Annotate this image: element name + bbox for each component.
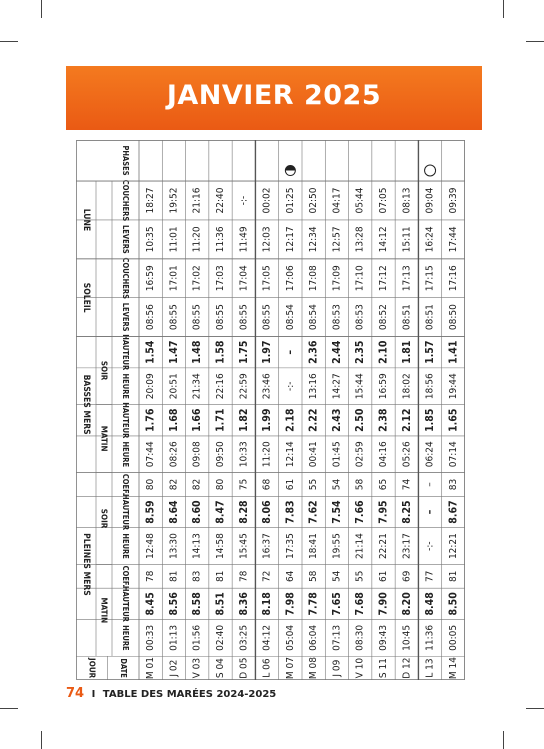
cell-pm_s_ht: 8.60: [191, 500, 204, 524]
crop-mark: [41, 731, 42, 749]
column-header: PHASES: [121, 145, 130, 176]
cell-pm_m_h: 11:36: [424, 624, 436, 651]
cell-pm_m_ht: 7.90: [377, 592, 390, 616]
cell-jour: L 06: [261, 658, 273, 678]
cell-bm_m_h: 12:14: [284, 441, 296, 468]
sub-header: SOIR: [99, 360, 109, 381]
cell-so_c: 17:09: [331, 265, 343, 292]
sub-header: MATIN: [99, 425, 109, 452]
cell-bm_m_h: 07:44: [145, 441, 157, 468]
column-header: COUCHERS: [121, 179, 130, 222]
cell-so_l: 08:55: [168, 304, 180, 331]
cell-bm_m_h: 08:26: [168, 441, 180, 468]
cell-pm_m_h: 00:05: [447, 624, 459, 651]
cell-lu_l: 17:44: [447, 226, 459, 253]
cell-so_c: 17:02: [191, 265, 203, 292]
basses-mers-header: BASSES MERS: [81, 374, 91, 435]
cell-so_l: 08:51: [401, 304, 413, 331]
cell-pm_s_c: 82: [168, 478, 180, 491]
cell-bm_s_h: 20:09: [145, 373, 157, 400]
cell-bm_m_ht: 2.22: [307, 408, 320, 432]
cell-pm_m_ht: 7.78: [307, 592, 320, 616]
page-number: 74: [66, 686, 85, 701]
footer-title: TABLE DES MARÉES 2024-2025: [102, 689, 277, 700]
tide-table: [76, 140, 465, 680]
cell-so_c: 16:59: [145, 265, 157, 292]
cell-pm_s_h: 12:21: [447, 533, 459, 560]
cell-pm_m_h: 09:43: [378, 624, 389, 651]
cell-pm_m_h: 02:40: [215, 624, 226, 651]
cell-bm_m_ht: 1.85: [424, 408, 437, 432]
cell-pm_s_ht: 8.59: [144, 500, 157, 524]
column-header: COUCHERS: [121, 257, 130, 299]
cell-bm_s_ht: 1.75: [237, 340, 250, 364]
column-header: LEVERS: [121, 224, 130, 254]
cell-lu_c: 07:05: [378, 187, 389, 214]
cell-bm_m_ht: 2.12: [400, 408, 413, 432]
column-header: HAUTEUR: [121, 494, 130, 531]
column-header: HAUTEUR: [121, 402, 130, 439]
cell-pm_s_c: 68: [261, 478, 273, 491]
cell-lu_l: 12:17: [284, 226, 296, 253]
month-banner: [66, 66, 482, 130]
cell-bm_m_h: 10:33: [238, 441, 250, 468]
cell-jour: V 10: [354, 657, 366, 679]
cell-pm_m_ht: 8.50: [447, 592, 460, 616]
cell-so_c: 17:06: [284, 265, 296, 292]
cell-pm_s_c: 75: [238, 478, 250, 491]
cell-pm_m_ht: 8.36: [237, 592, 250, 616]
cell-bm_s_ht: 1.81: [400, 340, 413, 364]
cell-pm_s_h: 22:21: [378, 533, 389, 560]
cell-pm_s_ht: 8.67: [447, 500, 460, 524]
cell-jour: S 11: [378, 658, 389, 679]
cell-pm_s_ht: 7.95: [377, 500, 390, 524]
cell-jour: M 14: [447, 657, 459, 680]
cell-pm_s_c: 82: [191, 478, 203, 491]
sub-header: SOIR: [99, 508, 109, 529]
tide-table-grid: [76, 140, 465, 680]
cell-lu_c: 22:40: [215, 187, 226, 214]
cell-so_c: 17:10: [354, 265, 366, 292]
cell-so_l: 08:55: [215, 304, 226, 331]
cell-jour: S 04: [215, 658, 226, 679]
cell-bm_s_ht: 2.10: [377, 340, 390, 364]
cell-pm_m_c: 81: [168, 570, 180, 583]
cell-bm_s_ht: 1.97: [261, 340, 274, 364]
cell-lu_c: 05:44: [354, 187, 366, 214]
cell-bm_s_ht: –: [284, 349, 297, 355]
cell-pm_m_h: 04:12: [261, 624, 273, 651]
cell-bm_m_ht: 1.65: [447, 408, 460, 432]
cell-pm_s_c: 80: [215, 478, 226, 491]
cell-pm_m_c: 72: [261, 570, 273, 583]
cell-bm_s_ht: 2.36: [307, 340, 320, 364]
cell-pm_s_c: 55: [308, 478, 320, 491]
column-header: HEURE: [121, 441, 130, 468]
cell-bm_s_h: 18:02: [401, 373, 413, 400]
first-quarter-icon: [285, 166, 295, 176]
cell-pm_m_c: 78: [145, 570, 157, 583]
cell-bm_m_ht: 2.43: [330, 408, 343, 432]
crop-mark: [526, 708, 544, 709]
cell-pm_s_c: 80: [145, 478, 157, 491]
crop-mark: [0, 41, 18, 42]
cell-so_l: 08:53: [331, 304, 343, 331]
cell-pm_m_c: 58: [308, 570, 320, 583]
cell-bm_m_ht: 1.68: [167, 408, 180, 432]
cell-bm_m_ht: 2.18: [284, 408, 297, 432]
cell-lu_l: 16:24: [424, 226, 436, 253]
cell-so_l: 08:54: [308, 304, 320, 331]
cell-pm_m_ht: 8.20: [400, 592, 413, 616]
cell-bm_s_h: 18:56: [424, 373, 436, 400]
cell-pm_m_c: 64: [284, 570, 296, 583]
cell-bm_s_h: 20:51: [168, 373, 180, 400]
cell-jour: J 02: [168, 659, 180, 677]
column-header: HEURE: [121, 533, 130, 559]
column-header: COEF.: [121, 473, 130, 496]
cell-pm_s_c: 54: [331, 478, 343, 491]
cell-lu_l: 11:49: [238, 226, 250, 253]
cell-bm_s_h: 14:27: [331, 373, 343, 400]
cell-pm_m_c: 83: [191, 570, 203, 583]
cell-pm_s_h: 18:41: [308, 533, 320, 560]
cell-lu_l: 10:35: [145, 226, 157, 253]
cell-bm_s_h: 16:59: [378, 373, 389, 400]
cell-pm_s_h: 14:58: [215, 533, 226, 560]
cell-pm_s_c: 83: [447, 478, 459, 491]
footer-separator: I: [91, 689, 96, 700]
cell-pm_s_c: 58: [354, 478, 366, 491]
cell-pm_s_ht: 8.28: [237, 500, 250, 524]
cell-bm_s_h: 21:34: [191, 373, 203, 400]
cell-pm_s_ht: 8.64: [167, 500, 180, 524]
cell-lu_c: 09:04: [424, 187, 436, 214]
cell-pm_s_h: -:-: [424, 541, 436, 551]
cell-so_c: 17:01: [168, 265, 180, 292]
cell-pm_m_ht: 7.65: [330, 592, 343, 616]
cell-lu_l: 12:03: [261, 226, 273, 253]
cell-pm_s_c: 65: [378, 478, 389, 491]
cell-pm_m_h: 06:04: [308, 624, 320, 651]
cell-lu_l: 15:11: [401, 226, 413, 253]
cell-pm_m_h: 01:13: [168, 624, 180, 651]
cell-lu_c: 00:02: [261, 187, 273, 214]
cell-bm_m_ht: 1.76: [144, 408, 157, 432]
cell-bm_m_h: 05:26: [401, 441, 413, 468]
cell-jour: J 09: [331, 659, 343, 677]
cell-so_l: 08:55: [238, 304, 250, 331]
cell-pm_m_ht: 8.45: [144, 592, 157, 616]
cell-bm_s_ht: 1.58: [214, 340, 227, 364]
cell-pm_m_c: 81: [447, 570, 459, 583]
cell-bm_m_h: 04:16: [378, 441, 389, 468]
cell-pm_m_ht: 7.68: [354, 592, 367, 616]
pleines-mers-header: PLEINES MERS: [81, 533, 91, 596]
cell-pm_m_ht: 8.58: [191, 592, 204, 616]
cell-jour: M 01: [145, 657, 157, 680]
cell-so_c: 17:05: [261, 265, 273, 292]
cell-bm_m_ht: 2.50: [354, 408, 367, 432]
cell-so_c: 17:03: [215, 265, 226, 292]
cell-bm_s_h: 13:16: [308, 373, 320, 400]
cell-so_c: 17:04: [238, 265, 250, 292]
crop-mark: [503, 0, 504, 18]
cell-lu_l: 11:01: [168, 226, 180, 253]
lune-header: LUNE: [81, 208, 91, 232]
cell-pm_s_h: 23:17: [401, 533, 413, 560]
cell-pm_s_ht: 7.62: [307, 500, 320, 524]
cell-bm_s_h: 22:16: [215, 373, 226, 400]
cell-lu_l: 12:34: [308, 226, 320, 253]
column-header: HAUTEUR: [121, 585, 130, 622]
cell-lu_l: 13:28: [354, 226, 366, 253]
cell-lu_c: 04:17: [331, 187, 343, 214]
cell-so_l: 08:50: [447, 304, 459, 331]
footer: [66, 686, 276, 701]
cell-lu_c: 18:27: [145, 187, 157, 214]
cell-pm_s_ht: 7.83: [284, 500, 297, 524]
cell-bm_s_h: 23:46: [261, 373, 273, 400]
cell-pm_s_ht: 7.66: [354, 500, 367, 524]
cell-lu_c: 08:13: [401, 187, 413, 214]
cell-pm_s_c: 74: [401, 478, 413, 491]
cell-bm_s_ht: 1.54: [144, 340, 157, 364]
cell-pm_m_c: 81: [215, 570, 226, 583]
jour-header: JOUR: [87, 658, 97, 679]
cell-lu_c: 02:50: [308, 187, 320, 214]
cell-lu_c: -:-: [238, 195, 250, 206]
crop-mark: [503, 731, 504, 749]
cell-bm_m_ht: 2.38: [377, 408, 390, 432]
column-header: LEVERS: [121, 302, 130, 332]
cell-pm_s_h: 19:55: [331, 533, 343, 560]
cell-pm_m_h: 08:30: [354, 624, 366, 651]
column-header: HEURE: [121, 373, 130, 400]
cell-pm_m_c: 54: [331, 570, 343, 583]
cell-jour: D 05: [238, 657, 250, 679]
cell-so_c: 17:13: [401, 265, 413, 292]
cell-so_l: 08:51: [424, 304, 436, 331]
cell-so_l: 08:52: [378, 304, 389, 331]
cell-lu_c: 01:25: [284, 187, 296, 214]
cell-bm_s_ht: 1.48: [191, 340, 204, 364]
cell-pm_m_c: 55: [354, 570, 366, 583]
cell-bm_m_h: 11:20: [261, 441, 273, 468]
cell-bm_s_ht: 1.47: [167, 340, 180, 364]
cell-pm_s_h: 17:35: [284, 533, 296, 560]
soleil-header: SOLEIL: [81, 282, 91, 313]
cell-pm_m_ht: 8.18: [261, 592, 274, 616]
cell-pm_s_ht: 7.54: [330, 500, 343, 524]
cell-so_l: 08:55: [191, 304, 203, 331]
crop-mark: [526, 41, 544, 42]
cell-pm_s_h: 14:13: [191, 533, 203, 560]
cell-so_l: 08:53: [354, 304, 366, 331]
cell-pm_m_c: 77: [424, 570, 436, 583]
cell-bm_m_ht: 1.82: [237, 408, 250, 432]
column-header: HEURE: [121, 625, 130, 651]
date-header: DATE: [118, 658, 128, 678]
cell-pm_s_ht: 8.47: [214, 500, 227, 524]
cell-jour: M 08: [308, 657, 320, 680]
full-moon-icon: [425, 165, 436, 176]
cell-bm_s_h: -:-: [284, 381, 296, 392]
cell-lu_c: 19:52: [168, 187, 180, 214]
cell-bm_m_h: 07:14: [447, 441, 459, 468]
cell-pm_s_ht: 8.25: [400, 500, 413, 524]
cell-pm_m_ht: 8.48: [424, 592, 437, 616]
cell-so_c: 17:12: [378, 265, 389, 292]
column-header: HAUTEUR: [121, 334, 130, 371]
cell-bm_m_h: 02:59: [354, 441, 366, 468]
cell-pm_s_h: 21:14: [354, 533, 366, 560]
cell-pm_m_c: 61: [378, 570, 389, 583]
cell-bm_s_h: 15:44: [354, 373, 366, 400]
cell-bm_s_ht: 1.41: [447, 340, 460, 364]
cell-so_l: 08:56: [145, 304, 157, 331]
cell-pm_m_ht: 7.98: [284, 592, 297, 616]
cell-bm_s_h: 19:44: [447, 373, 459, 400]
crop-mark: [0, 708, 18, 709]
cell-jour: M 07: [284, 657, 296, 680]
cell-pm_m_h: 05:04: [284, 624, 296, 651]
cell-pm_m_ht: 8.56: [167, 592, 180, 616]
cell-bm_s_ht: 2.44: [330, 340, 343, 364]
cell-pm_s_ht: 8.06: [261, 500, 274, 524]
cell-pm_m_h: 03:25: [238, 624, 250, 651]
cell-pm_m_c: 78: [238, 570, 250, 583]
cell-lu_l: 12:57: [331, 226, 343, 253]
cell-so_c: 17:15: [424, 265, 436, 292]
cell-pm_m_h: 07:13: [331, 624, 343, 651]
crop-mark: [41, 0, 42, 18]
cell-bm_m_h: 06:24: [424, 441, 436, 468]
cell-pm_s_c: –: [424, 482, 436, 487]
cell-so_c: 17:08: [308, 265, 320, 292]
cell-pm_m_h: 00:33: [145, 624, 157, 651]
cell-pm_m_h: 10:45: [401, 624, 413, 651]
cell-bm_m_h: 00:41: [308, 441, 320, 468]
month-title: JANVIER 2025: [166, 80, 382, 111]
cell-bm_s_ht: 1.57: [424, 340, 437, 364]
cell-pm_s_c: 61: [284, 478, 296, 491]
cell-bm_s_ht: 2.35: [354, 340, 367, 364]
cell-so_c: 17:16: [447, 265, 459, 292]
cell-pm_s_ht: –: [424, 509, 437, 515]
cell-pm_m_h: 01:56: [191, 624, 203, 651]
cell-lu_l: 11:20: [191, 226, 203, 253]
cell-so_l: 08:55: [261, 304, 273, 331]
cell-lu_l: 11:36: [215, 226, 226, 253]
cell-bm_m_h: 01:45: [331, 441, 343, 468]
cell-jour: D 12: [401, 657, 413, 679]
cell-pm_m_c: 69: [401, 570, 413, 583]
cell-jour: L 13: [424, 658, 436, 678]
cell-lu_c: 09:39: [447, 187, 459, 214]
column-header: COEF.: [121, 565, 130, 588]
cell-bm_m_ht: 1.66: [191, 408, 204, 432]
cell-pm_m_ht: 8.51: [214, 592, 227, 616]
cell-pm_s_h: 12:48: [145, 533, 157, 560]
cell-bm_m_ht: 1.99: [261, 408, 274, 432]
cell-lu_l: 14:12: [378, 226, 389, 253]
cell-bm_s_h: 22:59: [238, 373, 250, 400]
cell-pm_s_h: 16:37: [261, 533, 273, 560]
cell-bm_m_h: 09:08: [191, 441, 203, 468]
cell-pm_s_h: 15:45: [238, 533, 250, 560]
sub-header: MATIN: [99, 597, 109, 624]
cell-jour: V 03: [191, 657, 203, 679]
cell-so_l: 08:54: [284, 304, 296, 331]
cell-lu_c: 21:16: [191, 187, 203, 214]
cell-bm_m_h: 09:50: [215, 441, 226, 468]
cell-bm_m_ht: 1.71: [214, 408, 227, 432]
cell-pm_s_h: 13:30: [168, 533, 180, 560]
